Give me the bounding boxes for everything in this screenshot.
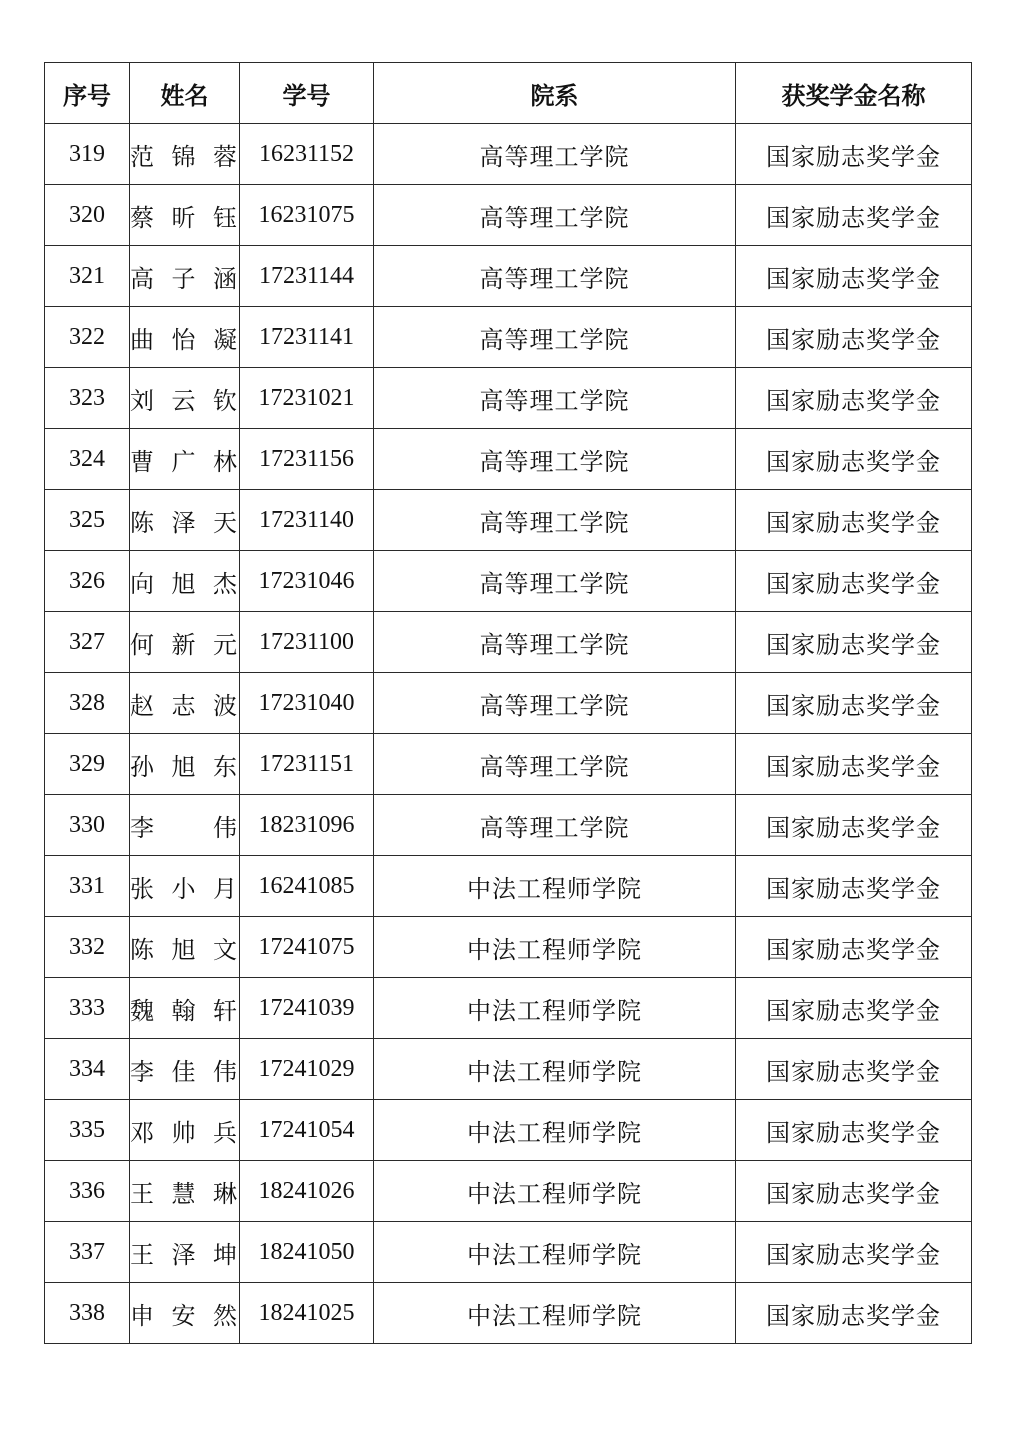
cell-name: 赵志波 (130, 673, 240, 734)
cell-award: 国家励志奖学金 (736, 734, 972, 795)
table-row (45, 368, 972, 429)
cell-seq: 333 (45, 978, 130, 1039)
cell-department: 高等理工学院 (374, 795, 736, 856)
table-row (45, 856, 972, 917)
cell-department: 中法工程师学院 (374, 1161, 736, 1222)
cell-seq: 335 (45, 1100, 130, 1161)
cell-award: 国家励志奖学金 (736, 1039, 972, 1100)
cell-seq: 320 (45, 185, 130, 246)
cell-award: 国家励志奖学金 (736, 1283, 972, 1344)
cell-seq: 327 (45, 612, 130, 673)
cell-department: 高等理工学院 (374, 307, 736, 368)
table-row (45, 429, 972, 490)
cell-seq: 338 (45, 1283, 130, 1344)
table-row (45, 1283, 972, 1344)
table-row (45, 612, 972, 673)
cell-department: 高等理工学院 (374, 185, 736, 246)
cell-seq: 331 (45, 856, 130, 917)
cell-award: 国家励志奖学金 (736, 978, 972, 1039)
cell-name: 蔡昕钰 (130, 185, 240, 246)
cell-name: 陈旭文 (130, 917, 240, 978)
cell-seq: 336 (45, 1161, 130, 1222)
cell-seq: 337 (45, 1222, 130, 1283)
cell-department: 中法工程师学院 (374, 856, 736, 917)
cell-seq: 328 (45, 673, 130, 734)
cell-department: 高等理工学院 (374, 246, 736, 307)
cell-student-id: 17231156 (240, 429, 374, 490)
cell-department: 中法工程师学院 (374, 1100, 736, 1161)
cell-department: 中法工程师学院 (374, 1039, 736, 1100)
cell-name: 高子涵 (130, 246, 240, 307)
header-student-id: 学号 (240, 63, 374, 124)
cell-name: 李佳伟 (130, 1039, 240, 1100)
cell-student-id: 16231152 (240, 124, 374, 185)
cell-name: 孙旭东 (130, 734, 240, 795)
cell-seq: 329 (45, 734, 130, 795)
cell-student-id: 17231141 (240, 307, 374, 368)
header-award: 获奖学金名称 (736, 63, 972, 124)
cell-award: 国家励志奖学金 (736, 124, 972, 185)
header-seq: 序号 (45, 63, 130, 124)
table-row (45, 734, 972, 795)
cell-student-id: 17241054 (240, 1100, 374, 1161)
cell-department: 高等理工学院 (374, 429, 736, 490)
table-body (45, 124, 972, 1344)
cell-award: 国家励志奖学金 (736, 429, 972, 490)
cell-seq: 332 (45, 917, 130, 978)
cell-department: 高等理工学院 (374, 673, 736, 734)
cell-award: 国家励志奖学金 (736, 1222, 972, 1283)
cell-award: 国家励志奖学金 (736, 490, 972, 551)
cell-student-id: 18241026 (240, 1161, 374, 1222)
table-row (45, 246, 972, 307)
cell-name: 向旭杰 (130, 551, 240, 612)
cell-name: 李 伟 (130, 795, 240, 856)
cell-name: 魏翰轩 (130, 978, 240, 1039)
cell-award: 国家励志奖学金 (736, 917, 972, 978)
cell-award: 国家励志奖学金 (736, 795, 972, 856)
cell-award: 国家励志奖学金 (736, 673, 972, 734)
cell-name: 邓帅兵 (130, 1100, 240, 1161)
cell-award: 国家励志奖学金 (736, 246, 972, 307)
cell-department: 中法工程师学院 (374, 917, 736, 978)
cell-award: 国家励志奖学金 (736, 307, 972, 368)
table-row (45, 978, 972, 1039)
cell-award: 国家励志奖学金 (736, 368, 972, 429)
cell-department: 中法工程师学院 (374, 978, 736, 1039)
cell-name: 申安然 (130, 1283, 240, 1344)
cell-seq: 326 (45, 551, 130, 612)
cell-student-id: 17241039 (240, 978, 374, 1039)
table-row (45, 551, 972, 612)
cell-student-id: 17241075 (240, 917, 374, 978)
cell-student-id: 17231100 (240, 612, 374, 673)
cell-department: 中法工程师学院 (374, 1222, 736, 1283)
table-row (45, 185, 972, 246)
cell-student-id: 16241085 (240, 856, 374, 917)
cell-name: 陈泽天 (130, 490, 240, 551)
header-name: 姓名 (130, 63, 240, 124)
scholarship-table (44, 62, 972, 1344)
table-row (45, 1039, 972, 1100)
cell-department: 高等理工学院 (374, 368, 736, 429)
cell-seq: 322 (45, 307, 130, 368)
cell-student-id: 17241029 (240, 1039, 374, 1100)
cell-student-id: 18231096 (240, 795, 374, 856)
cell-student-id: 17231140 (240, 490, 374, 551)
cell-name: 范锦蓉 (130, 124, 240, 185)
cell-student-id: 17231021 (240, 368, 374, 429)
cell-name: 王慧琳 (130, 1161, 240, 1222)
cell-department: 高等理工学院 (374, 551, 736, 612)
cell-student-id: 17231046 (240, 551, 374, 612)
cell-award: 国家励志奖学金 (736, 612, 972, 673)
cell-seq: 324 (45, 429, 130, 490)
cell-department: 中法工程师学院 (374, 1283, 736, 1344)
cell-seq: 319 (45, 124, 130, 185)
cell-name: 曲怡凝 (130, 307, 240, 368)
cell-student-id: 17231144 (240, 246, 374, 307)
cell-student-id: 16231075 (240, 185, 374, 246)
table-row (45, 1161, 972, 1222)
cell-department: 高等理工学院 (374, 124, 736, 185)
cell-student-id: 17231040 (240, 673, 374, 734)
cell-seq: 321 (45, 246, 130, 307)
cell-name: 曹广林 (130, 429, 240, 490)
cell-award: 国家励志奖学金 (736, 185, 972, 246)
cell-seq: 334 (45, 1039, 130, 1100)
cell-department: 高等理工学院 (374, 734, 736, 795)
table-row (45, 673, 972, 734)
cell-name: 何新元 (130, 612, 240, 673)
table-row (45, 307, 972, 368)
table-row (45, 917, 972, 978)
header-row (45, 63, 972, 124)
cell-student-id: 18241025 (240, 1283, 374, 1344)
table-row (45, 124, 972, 185)
cell-award: 国家励志奖学金 (736, 856, 972, 917)
cell-award: 国家励志奖学金 (736, 551, 972, 612)
header-department: 院系 (374, 63, 736, 124)
cell-department: 高等理工学院 (374, 490, 736, 551)
cell-award: 国家励志奖学金 (736, 1161, 972, 1222)
cell-student-id: 18241050 (240, 1222, 374, 1283)
table-row (45, 1100, 972, 1161)
cell-seq: 323 (45, 368, 130, 429)
cell-department: 高等理工学院 (374, 612, 736, 673)
cell-name: 刘云钦 (130, 368, 240, 429)
cell-name: 张小月 (130, 856, 240, 917)
table-row (45, 1222, 972, 1283)
cell-name: 王泽坤 (130, 1222, 240, 1283)
cell-student-id: 17231151 (240, 734, 374, 795)
table-row (45, 490, 972, 551)
table-row (45, 795, 972, 856)
cell-award: 国家励志奖学金 (736, 1100, 972, 1161)
cell-seq: 325 (45, 490, 130, 551)
cell-seq: 330 (45, 795, 130, 856)
